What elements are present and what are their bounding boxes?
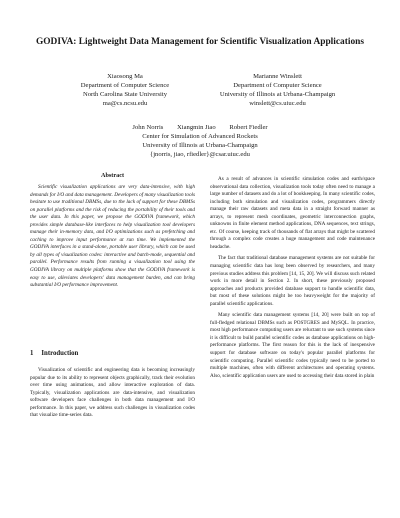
section-title: Introduction [41, 350, 79, 357]
abstract-heading: Abstract [100, 172, 125, 179]
right-column [210, 176, 375, 384]
abstract-body [30, 184, 195, 294]
abstract-paragraph: Scientific visualization applications are very data-intensive, with high demands for I/O and data management. Developers of many visualization tools hesitate to use traditional DBMSs, due to the lack of support for these DBMSs on parallel platforms and the risk of reducing the portability of their tools and the user data. In this paper, we propose the GODIVA framework, which provides simple database-like interfaces to help visualization tool developers manage their in-memory data, and I/O optimizations such as prefetching and caching to improve input performance at run time. We implemented the GODIVA interfaces in a stand-alone, portable user library, which can be used by all types of visualization codes: interactive and batch-mode, sequential and parallel. Performance results from running a visualization tool using the GODIVA library on multiple platforms show that the GODIVA framework is easy to use, alleviates developers' data management burden, and can bring substantial I/O performance improvement. [30, 184, 195, 289]
body-paragraph: As a result of advances in scientific simulation codes and earth/space observational data collection, visualization tools today often need to manage a large number of datasets and do a lot of bookkeeping. In many scientific codes, including both simulation and visualization codes, programmers directly manage their raw datasets and meta data in a straight forward manner as arrays, to represent mesh coordinates, geometric interconnection graphs, unknowns in finite element method applications, DNA sequences, text strings, etc. Of course, keeping track of thousands of flat arrays that might be scattered through a complex code creates a huge management and code maintenance headache. [210, 176, 375, 250]
author-affiliation: North Carolina State University [82, 90, 168, 98]
author-email[interactable]: {jnorris, jiao, rfiedler}@csar.uiuc.edu [150, 150, 250, 158]
author-block-ma [60, 73, 190, 109]
body-paragraph: The fact that traditional database management systems are not suitable for managing scientific data has long been observed by researchers, and many previous studies address this problem [14, 15, 20]. We will discuss such related work in more detail in Section 2. In short, these previously proposed approaches and products provided database support to handle scientific data, but most of these solutions might be too heavyweight for the majority of parallel scientific applications. [210, 255, 375, 307]
author-center: Center for Simulation of Advanced Rockets [142, 132, 258, 140]
author-affiliation: University of Illinois at Urbana-Champaign [142, 141, 258, 149]
author-names-row [90, 124, 310, 133]
paper-title: GODIVA: Lightweight Data Management for Scientific Visualization Applications [35, 37, 365, 47]
author-department: Department of Computer Science [80, 81, 170, 89]
author-name: John Norris [132, 124, 164, 131]
author-department: Department of Computer Science [233, 81, 322, 89]
section-number: 1 [30, 350, 34, 357]
author-name: Xiangmin Jiao [177, 124, 216, 131]
body-paragraph: Many scientific data management systems [14, 20] were built on top of full-fledged relational DBMSs such as POSTGRES and MySQL. In practice, most high performance computing users are reluctant to use such systems since it is difficult to build parallel scientific codes as database applications on high-performance platforms. The first reason for this is the lack of inexpensive support for database software on today's popular parallel platforms for scientific computing. Parallel scientific codes typically need to be ported to multiple machines, often with different architectures and operating systems. Also, scientific application users are used to accessing their data stored in plain [210, 312, 375, 379]
author-name: Marianne Winslett [253, 73, 302, 80]
intro-paragraph: Visualization of scientific and engineering data is becoming increasingly popular due to its ability to represent objects graphically, track their evolution over time using animations, and allow interactive exploration of data. Typically, visualization applications are data-intensive, and visualization software developers face challenges in both data management and I/O performance. In this paper, we address such challenges in visualization codes that visualize time-series data. [30, 367, 195, 419]
intro-body [30, 367, 195, 424]
section-heading [30, 350, 195, 357]
author-block-winslett [205, 73, 350, 109]
author-email[interactable]: winslett@cs.uiuc.edu [249, 99, 306, 107]
author-affiliation: University of Illinois at Urbana-Champaign [219, 90, 336, 98]
author-name: Robert Fiedler [229, 124, 268, 131]
author-name: Xiaosong Ma [107, 73, 143, 80]
author-block-csar [90, 124, 310, 160]
author-email[interactable]: ma@cs.ncsu.edu [102, 99, 148, 107]
